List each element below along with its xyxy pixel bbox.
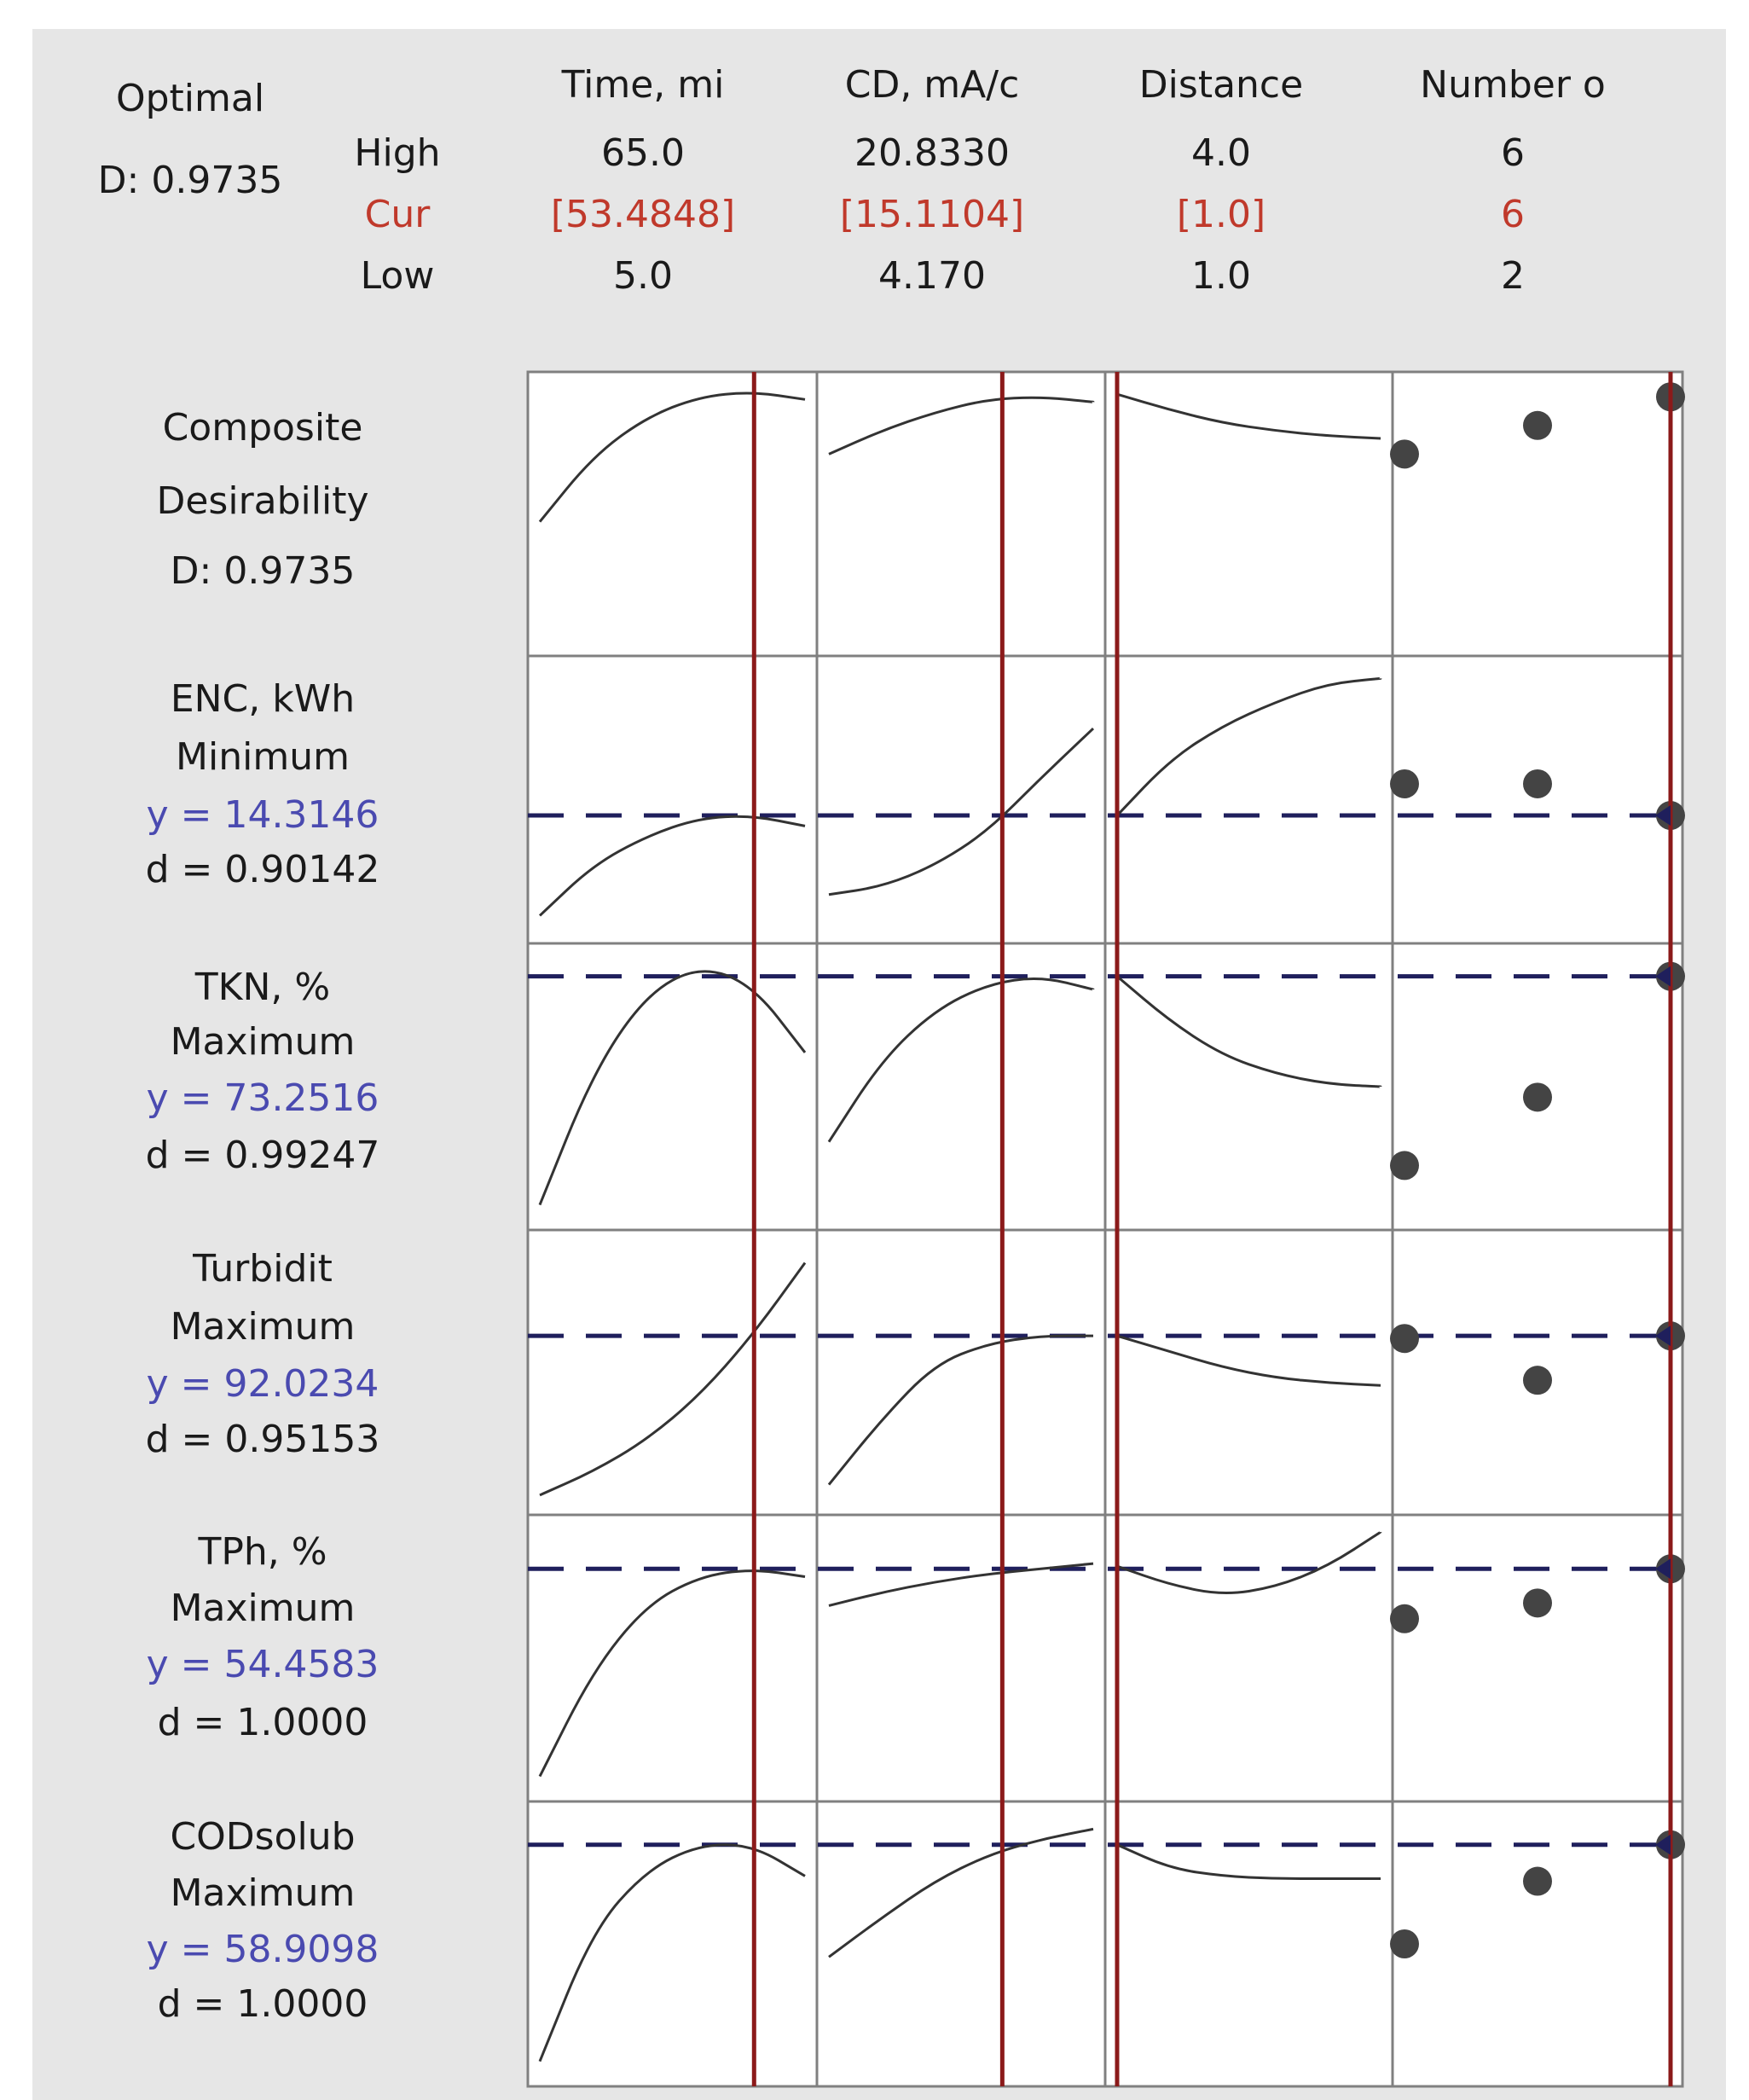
response-name: CODsolub [170,1815,356,1859]
response-y: y = 58.9098 [146,1928,379,1971]
response-y: y = 73.2516 [146,1076,379,1120]
plot-grid [528,372,1685,2086]
response-goal: Maximum [170,1020,356,1064]
plot-panel [528,943,817,1230]
response-y: y = 54.4583 [146,1643,379,1686]
response-name: TPh, % [198,1530,327,1574]
response-point [1523,411,1552,440]
row-label-high: High [354,131,441,175]
response-goal: Maximum [170,1305,356,1349]
plot-panel [528,1230,817,1515]
response-point [1523,1588,1552,1617]
response-point [1390,1929,1419,1958]
response-d: d = 0.90142 [145,848,380,891]
composite-d: D: 0.9735 [170,549,356,593]
optimizer-chart [32,29,1726,2100]
response-goal: Maximum [170,1871,356,1915]
plot-panel [817,372,1105,656]
row-label-low: Low [360,254,435,298]
response-point [1390,439,1419,468]
response-name: ENC, kWh [170,677,356,721]
response-point [1390,1151,1419,1180]
plot-panel [528,1515,817,1801]
response-y: y = 92.0234 [146,1362,379,1406]
response-point [1523,1082,1552,1111]
factor-low: 5.0 [613,254,673,298]
response-d: d = 1.0000 [157,1982,368,2026]
plot-panel [1105,943,1393,1230]
factor-low: 4.170 [878,254,986,298]
plot-panel [817,1515,1105,1801]
plot-panel [1393,1515,1682,1801]
response-point [1390,769,1419,798]
composite-label: Desirability [156,479,369,523]
factor-name: CD, mA/c [844,63,1020,107]
optimal-label: Optimal [115,77,265,120]
response-optimizer [32,29,1726,2100]
response-d: d = 0.95153 [145,1418,380,1461]
response-d: d = 1.0000 [157,1701,368,1744]
plot-panel [817,943,1105,1230]
plot-panel [1105,1515,1393,1801]
response-point [1523,1366,1552,1395]
plot-panel [1105,656,1393,943]
response-d: d = 0.99247 [145,1134,380,1177]
factor-current: 6 [1501,193,1525,236]
factor-high: 65.0 [601,131,685,175]
row-label-cur: Cur [364,193,431,236]
factor-name: Time, mi [561,63,725,107]
factor-name: Distance [1138,63,1304,107]
factor-high: 20.8330 [854,131,1010,175]
plot-panel [1393,656,1682,943]
plot-panel [817,656,1105,943]
plot-panel [528,372,817,656]
response-name: TKN, % [194,966,331,1009]
response-y: y = 14.3146 [146,793,379,837]
plot-panel [1105,372,1393,656]
response-point [1523,1867,1552,1896]
plot-panel [528,656,817,943]
factor-high: 4.0 [1191,131,1251,175]
factor-current: [53.4848] [550,193,736,236]
response-point [1390,1604,1419,1633]
optimal-d-value: D: 0.9735 [97,159,283,202]
factor-low: 2 [1501,254,1525,298]
factor-current: [1.0] [1176,193,1266,236]
factor-low: 1.0 [1191,254,1251,298]
plot-panel [817,1230,1105,1515]
factor-high: 6 [1501,131,1525,175]
response-goal: Maximum [170,1587,356,1630]
factor-name: Number o [1420,63,1606,107]
response-goal: Minimum [176,735,350,779]
response-point [1390,1324,1419,1353]
response-name: Turbidit [193,1247,333,1291]
composite-label: Composite [162,406,363,450]
factor-current: [15.1104] [839,193,1025,236]
response-point [1523,769,1552,798]
